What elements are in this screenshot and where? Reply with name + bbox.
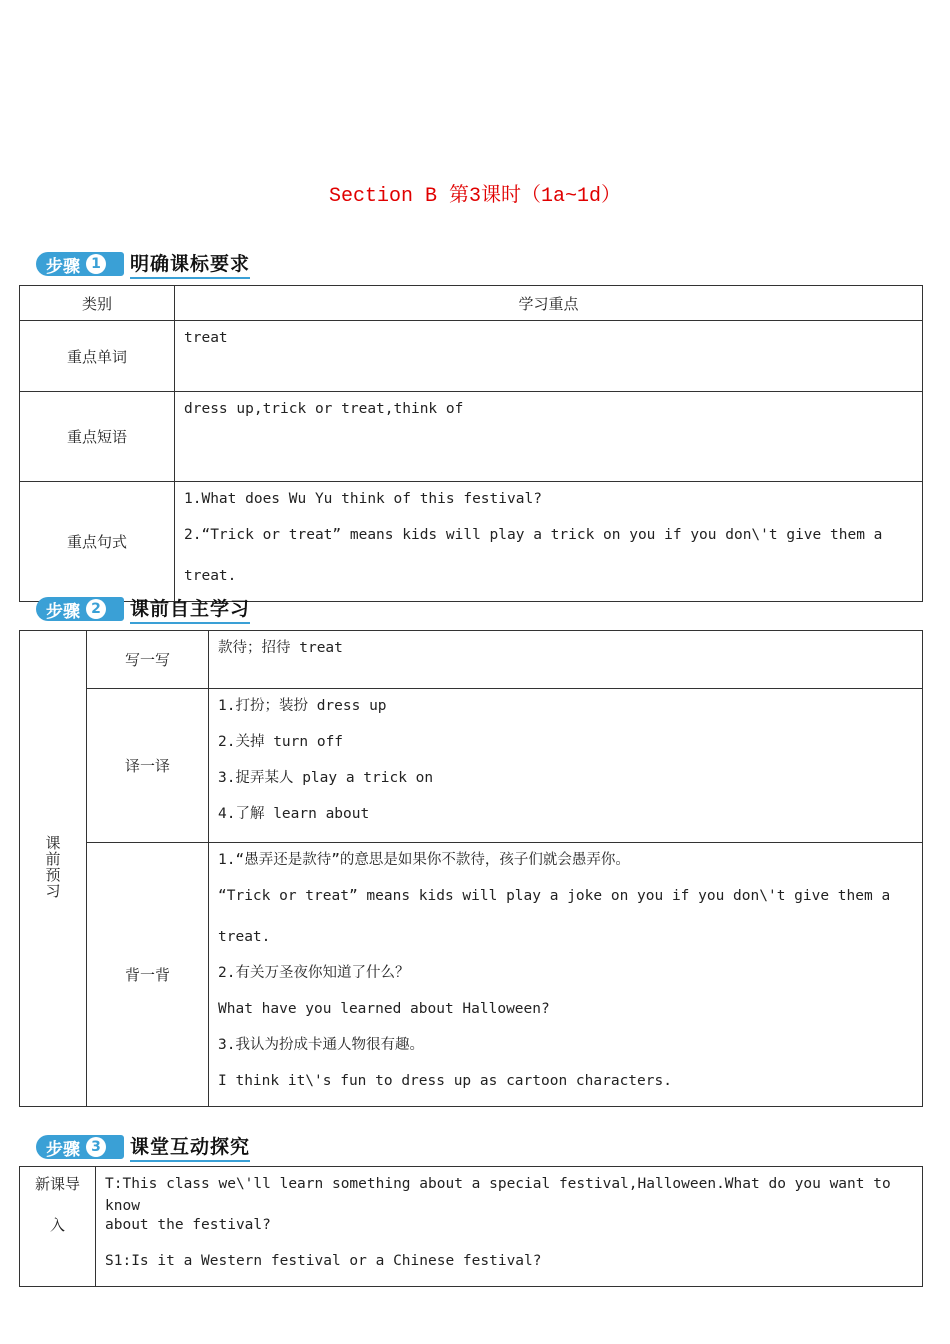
content-line: T:This class we\'ll learn something about a special festival,Halloween.What do you want to know <box>105 1176 891 1214</box>
content-line: treat. <box>184 568 237 584</box>
table-row <box>20 392 923 482</box>
content-line: 2.“Trick or treat” means kids will play a trick on you if you don\'t give them a <box>184 527 883 543</box>
content-line: What have you learned about Halloween? <box>218 1001 550 1017</box>
page-title: Section B 第3课时（1a~1d） <box>328 185 622 208</box>
requirements-table <box>19 285 923 602</box>
step-3-badge <box>36 1135 124 1159</box>
step-1-number: 1 <box>86 254 106 274</box>
content-line: 2.有关万圣夜你知道了什么？ <box>218 965 410 981</box>
label-line: 新课导 <box>34 1175 80 1193</box>
step-3-number: 3 <box>86 1137 106 1157</box>
row-label: 写一写 <box>87 631 209 689</box>
row-content <box>96 1167 923 1287</box>
step-2-tag: 步骤 <box>46 601 80 622</box>
preview-side-label <box>20 631 87 1107</box>
content-line: 1.What does Wu Yu think of this festival? <box>184 491 542 507</box>
row-content <box>175 321 923 392</box>
table-row <box>20 482 923 602</box>
step-2-number: 2 <box>86 599 106 619</box>
content-line: 款待；招待 treat <box>218 640 343 656</box>
content-line: I think it\'s fun to dress up as cartoon characters. <box>218 1073 672 1089</box>
preview-table <box>19 630 923 1107</box>
content-line: S1:Is it a Western festival or a Chinese festival? <box>105 1253 542 1269</box>
row-label: 背一背 <box>87 843 209 1107</box>
content-line: 4.了解 learn about <box>218 806 370 822</box>
row-content <box>175 482 923 602</box>
step-3-label: 课堂互动探究 <box>130 1132 250 1162</box>
step-2-badge <box>36 597 124 621</box>
content-line: 3.我认为扮成卡通人物很有趣。 <box>218 1037 424 1053</box>
table-row <box>20 631 923 689</box>
table-row <box>20 1167 923 1287</box>
content-line: 3.捉弄某人 play a trick on <box>218 770 434 786</box>
side-label-text: 课前预习 <box>43 834 62 899</box>
label-line: 入 <box>49 1216 65 1234</box>
step-2-heading <box>36 596 250 622</box>
table-row <box>20 321 923 392</box>
row-content <box>209 843 923 1107</box>
content-line: 1.“愚弄还是款待”的意思是如果你不款待，孩子们就会愚弄你。 <box>218 852 630 868</box>
table-row <box>20 843 923 1107</box>
step-3-tag: 步骤 <box>46 1139 80 1160</box>
content-line: treat. <box>218 929 271 945</box>
table-row <box>20 689 923 843</box>
content-line: 1.打扮；装扮 dress up <box>218 698 387 714</box>
step-2-label: 课前自主学习 <box>130 594 250 624</box>
step-1-label: 明确课标要求 <box>130 249 250 279</box>
classroom-table <box>19 1166 923 1287</box>
step-1-heading <box>36 251 250 277</box>
row-label: 重点句式 <box>20 482 175 602</box>
content-line: 2.关掉 turn off <box>218 734 344 750</box>
row-content <box>175 392 923 482</box>
content-line: treat <box>184 330 228 346</box>
row-label: 重点短语 <box>20 392 175 482</box>
header-focus: 学习重点 <box>175 286 923 321</box>
content-line: “Trick or treat” means kids will play a joke on you if you don\'t give them a <box>218 888 891 904</box>
table-header-row <box>20 286 923 321</box>
row-content <box>209 631 923 689</box>
step-1-badge <box>36 252 124 276</box>
row-label: 译一译 <box>87 689 209 843</box>
content-line: dress up,trick or treat,think of <box>184 401 464 417</box>
row-label <box>20 1167 96 1287</box>
row-label: 重点单词 <box>20 321 175 392</box>
content-line: about the festival? <box>105 1217 271 1233</box>
step-1-tag: 步骤 <box>46 256 80 277</box>
step-3-heading <box>36 1134 250 1160</box>
header-category: 类别 <box>20 286 175 321</box>
row-content <box>209 689 923 843</box>
